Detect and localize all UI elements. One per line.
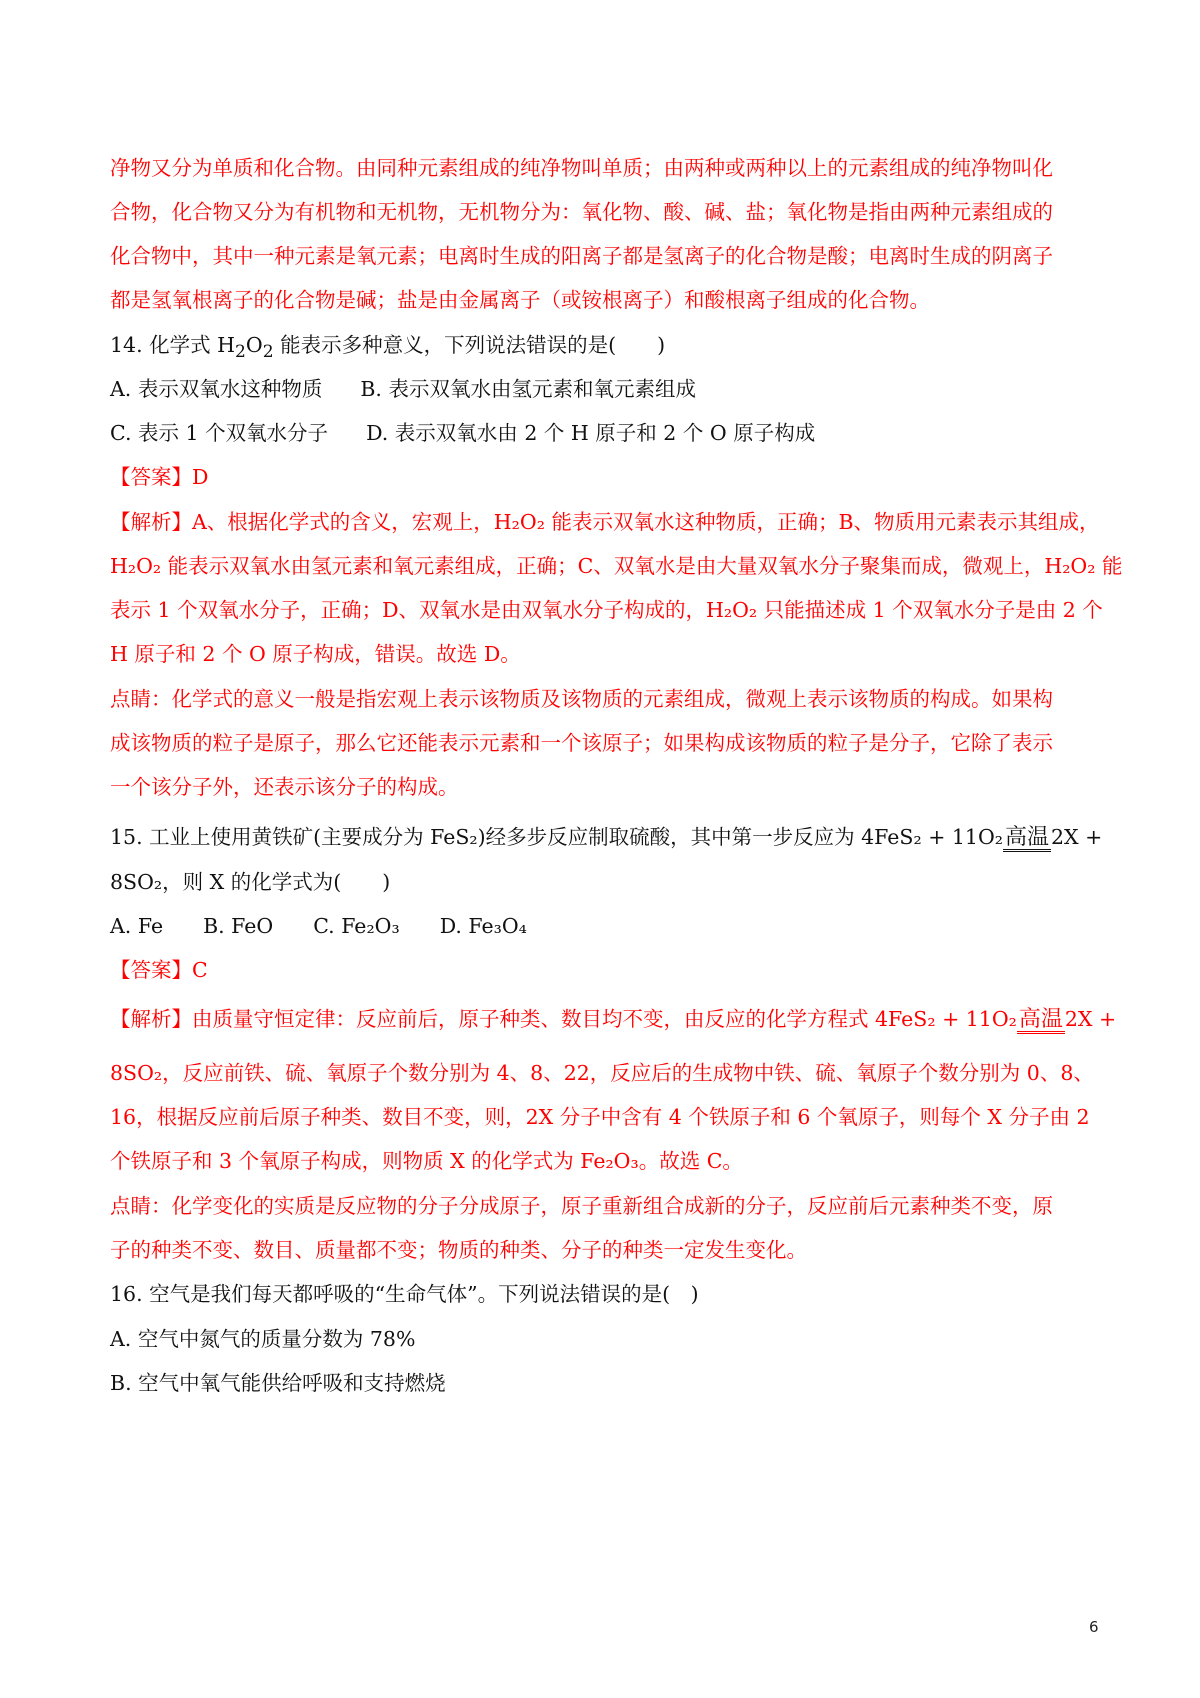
intro-line-2: 合物，化合物又分为有机物和无机物，无机物分为：氧化物、酸、碱、盐；氧化物是指由两种元素组成的: [110, 200, 1053, 224]
q16-stem: 16. 空气是我们每天都呼吸的“生命气体”。下列说法错误的是( ): [110, 1282, 699, 1306]
q14-analysis-line-4: H 原子和 2 个 O 原子构成，错误。故选 D。: [110, 642, 521, 666]
intro-line-4: 都是氢氧根离子的化合物是碱；盐是由金属离子（或铵根离子）和酸根离子组成的化合物。: [110, 288, 930, 312]
q15-option-a: A. Fe: [110, 914, 164, 938]
q15-options: [110, 911, 527, 941]
q14-options-row-2: [110, 418, 815, 448]
q14-option-b: B. 表示双氧水由氢元素和氧元素组成: [360, 377, 696, 401]
q14-analysis-line-3: 表示 1 个双氧水分子，正确；D、双氧水是由双氧水分子构成的，H₂O₂ 只能描述成 1 个双氧水分子是由 2 个: [110, 598, 1103, 622]
q14-stem: 14. 化学式 $H_2O_2$ 能表示多种意义，下列说法错误的是( ): [110, 333, 666, 363]
q15-analysis-line-4: 个铁原子和 3 个氧原子构成，则物质 X 的化学式为 Fe₂O₃。故选 C。: [110, 1149, 743, 1173]
q15-answer: 【答案】C: [110, 958, 208, 982]
q16-option-a: A. 空气中氮气的质量分数为 78%: [110, 1327, 416, 1351]
q15-note-line-1: 点睛：化学变化的实质是反应物的分子分成原子，原子重新组合成新的分子，反应前后元素种类不变，原: [110, 1194, 1053, 1218]
reaction-condition: 高温: [1017, 1005, 1065, 1035]
q14-option-a: A. 表示双氧水这种物质: [110, 377, 323, 401]
q14-answer: 【答案】D: [110, 465, 209, 489]
q14-analysis-line-2: H₂O₂ 能表示双氧水由氢元素和氧元素组成，正确；C、双氧水是由大量双氧水分子聚集而成，微观上，H₂O₂ 能: [110, 554, 1123, 578]
q15-stem-line-2: 8SO₂，则 X 的化学式为( ): [110, 870, 391, 894]
q14-option-d: D. 表示双氧水由 2 个 H 原子和 2 个 O 原子构成: [366, 421, 816, 445]
q15-option-d: D. Fe₃O₄: [439, 914, 527, 938]
q14-note-line-1: 点睛：化学式的意义一般是指宏观上表示该物质及该物质的元素组成，微观上表示该物质的构成。如果构: [110, 687, 1053, 711]
q14-note-line-3: 一个该分子外，还表示该分子的构成。: [110, 775, 459, 799]
q15-analysis-line-1: 【解析】由质量守恒定律：反应前后，原子种类、数目均不变，由反应的化学方程式 4FeS₂ + 11O₂高温2X +: [110, 1004, 1116, 1035]
q14-analysis-line-1: 【解析】A、根据化学式的含义，宏观上，H₂O₂ 能表示双氧水这种物质，正确；B、物质用元素表示其组成，: [110, 510, 1100, 534]
q15-note-line-2: 子的种类不变、数目、质量都不变；物质的种类、分子的种类一定发生变化。: [110, 1238, 807, 1262]
q14-options-row-1: [110, 374, 696, 404]
intro-line-1: 净物又分为单质和化合物。由同种元素组成的纯净物叫单质；由两种或两种以上的元素组成的纯净物叫化: [110, 156, 1053, 180]
q15-analysis-line-3: 16，根据反应前后原子种类、数目不变，则，2X 分子中含有 4 个铁原子和 6 个氧原子，则每个 X 分子由 2: [110, 1105, 1090, 1129]
q16-option-b: B. 空气中氧气能供给呼吸和支持燃烧: [110, 1371, 446, 1395]
reaction-condition: 高温: [1003, 823, 1051, 853]
q14-option-c: C. 表示 1 个双氧水分子: [110, 421, 329, 445]
page-number: 6: [1089, 1618, 1099, 1636]
intro-line-3: 化合物中，其中一种元素是氧元素；电离时生成的阳离子都是氢离子的化合物是酸；电离时生成的阴离子: [110, 244, 1053, 268]
q14-note-line-2: 成该物质的粒子是原子，那么它还能表示元素和一个该原子；如果构成该物质的粒子是分子，它除了表示: [110, 731, 1053, 755]
q15-analysis-line-2: 8SO₂，反应前铁、硫、氧原子个数分别为 4、8、22，反应后的生成物中铁、硫、氧原子个数分别为 0、8、: [110, 1061, 1094, 1085]
q15-option-b: B. FeO: [203, 914, 274, 938]
q15-stem-line-1: 15. 工业上使用黄铁矿(主要成分为 FeS₂)经多步反应制取硫酸，其中第一步反应为 4FeS₂ + 11O₂高温2X +: [110, 822, 1102, 853]
q15-option-c: C. Fe₂O₃: [313, 914, 400, 938]
